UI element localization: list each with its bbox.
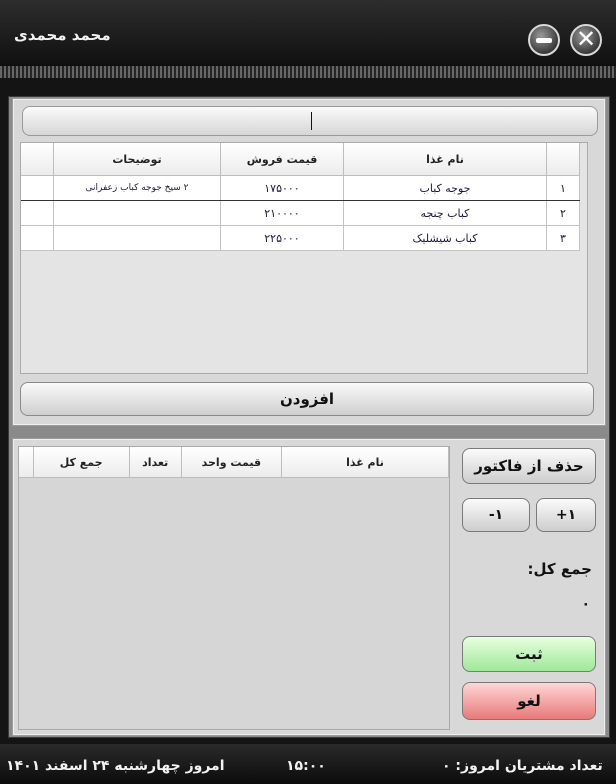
minimize-button[interactable] — [528, 24, 560, 56]
row-number: ۳ — [547, 226, 580, 251]
food-price: ۱۷۵۰۰۰ — [221, 176, 344, 201]
menu-table[interactable] — [20, 142, 588, 374]
name-column-header[interactable]: نام غذا — [344, 143, 547, 176]
table-row[interactable] — [21, 201, 580, 226]
minus-icon — [536, 38, 552, 43]
search-bar[interactable] — [22, 106, 598, 136]
title-bar — [0, 0, 616, 70]
row-blank — [21, 226, 54, 251]
table-row[interactable] — [21, 176, 580, 201]
notes-column-header[interactable]: توضیحات — [54, 143, 221, 176]
food-name: کباب شیشلیک — [344, 226, 547, 251]
invoice-unit-price-header[interactable]: قیمت واحد — [181, 447, 281, 478]
status-time: ۱۵:۰۰ — [286, 758, 326, 774]
remove-from-invoice-button[interactable]: حذف از فاکتور — [462, 448, 596, 484]
row-blank — [21, 176, 54, 201]
food-name: جوجه کباب — [344, 176, 547, 201]
window-title: محمد محمدی — [14, 26, 111, 44]
invoice-name-header[interactable]: نام غذا — [282, 447, 449, 478]
food-name: کباب چنجه — [344, 201, 547, 226]
cancel-button[interactable]: لغو — [462, 682, 596, 720]
invoice-blank-header — [19, 447, 33, 478]
blank-column-header — [21, 143, 54, 176]
status-date: امروز چهارشنبه ۲۴ اسفند ۱۴۰۱ — [6, 758, 225, 774]
row-number: ۱ — [547, 176, 580, 201]
food-price: ۲۱۰۰۰۰ — [221, 201, 344, 226]
status-customer-count: تعداد مشتریان امروز: ۰ — [442, 758, 603, 774]
close-button[interactable] — [570, 24, 602, 56]
invoice-total-header[interactable]: جمع کل — [33, 447, 129, 478]
food-price: ۲۲۵۰۰۰ — [221, 226, 344, 251]
row-number: ۲ — [547, 201, 580, 226]
status-bar — [0, 744, 616, 784]
text-caret — [311, 112, 312, 130]
row-blank — [21, 201, 54, 226]
price-column-header[interactable]: قیمت فروش — [221, 143, 344, 176]
save-button[interactable]: ثبت — [462, 636, 596, 672]
total-value: ۰ — [581, 596, 590, 612]
row-number-header — [547, 143, 580, 176]
food-notes: ۲ سیخ جوجه کباب زعفرانی — [54, 176, 221, 201]
title-stripe — [0, 66, 616, 78]
invoice-table[interactable] — [18, 446, 450, 730]
close-icon: ✕ — [575, 25, 597, 53]
invoice-qty-header[interactable]: تعداد — [129, 447, 181, 478]
table-row[interactable] — [21, 226, 580, 251]
add-button[interactable]: افزودن — [20, 382, 594, 416]
total-label: جمع کل: — [527, 560, 592, 578]
food-notes — [54, 226, 221, 251]
decrease-quantity-button[interactable]: -۱ — [462, 498, 530, 532]
food-notes — [54, 201, 221, 226]
increase-quantity-button[interactable]: +۱ — [536, 498, 596, 532]
